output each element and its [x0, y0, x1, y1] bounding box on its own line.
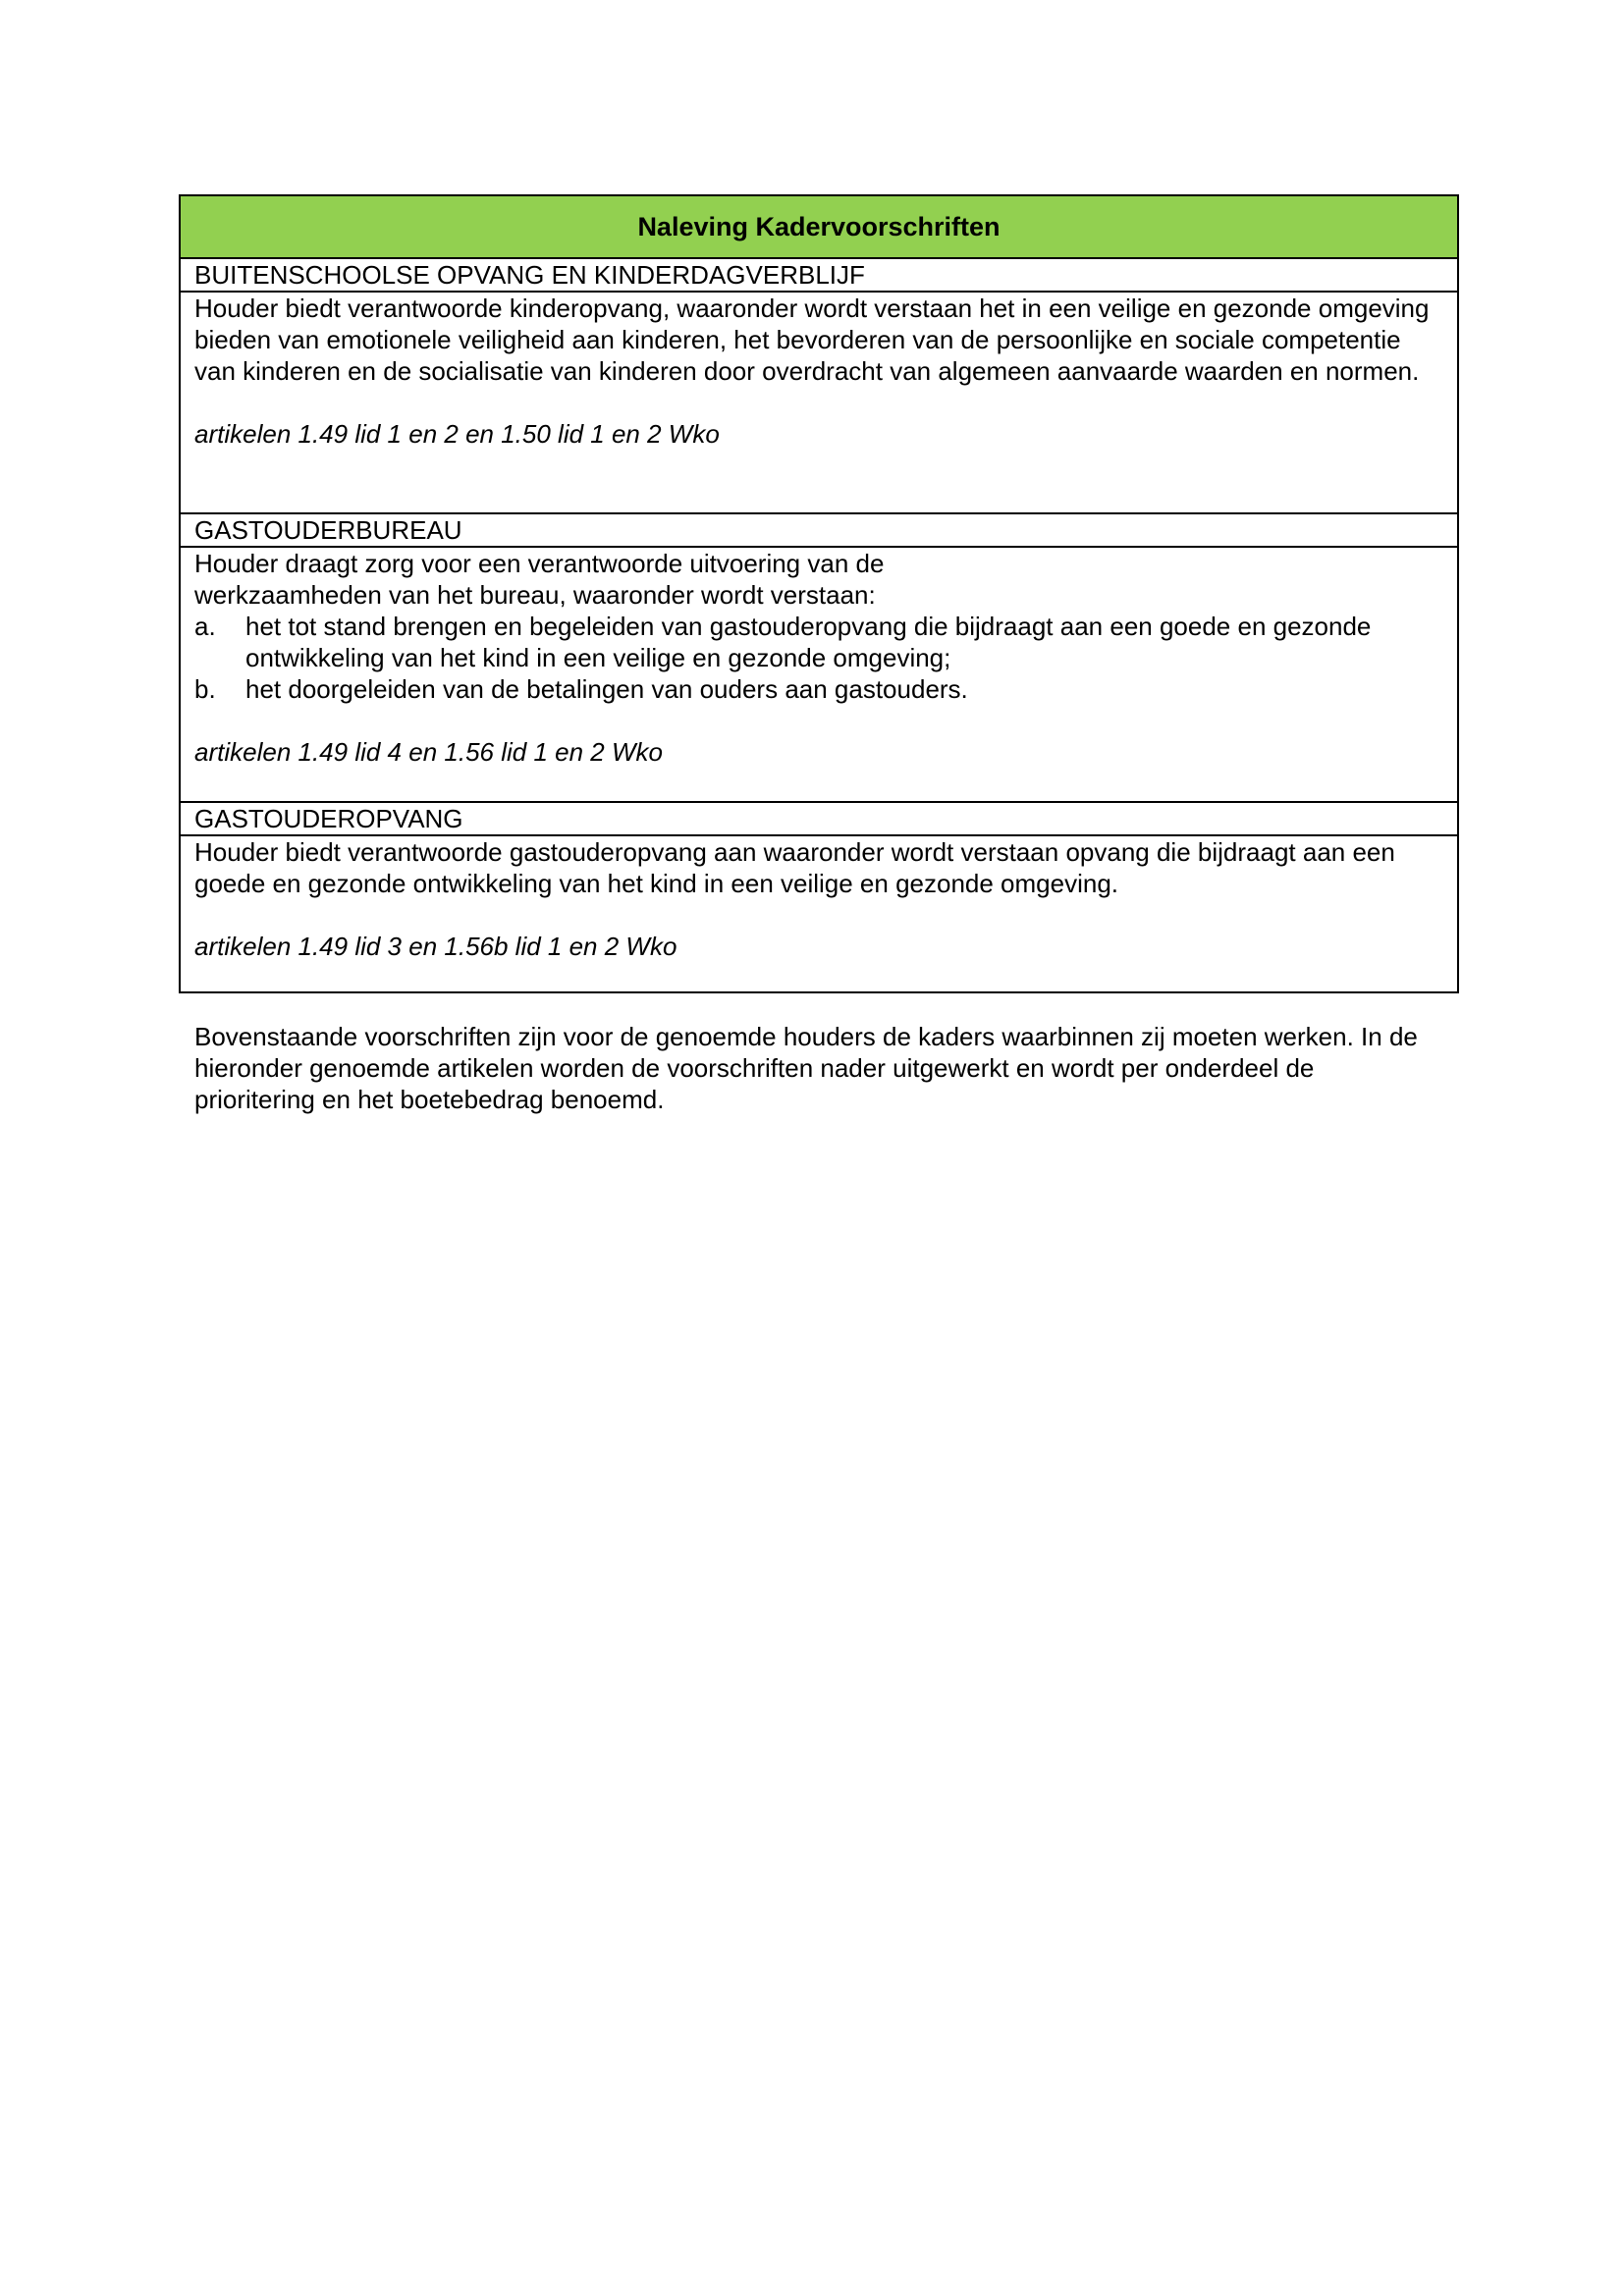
- section-body-bso-kdv: [180, 292, 1458, 513]
- legal-reference: artikelen 1.49 lid 4 en 1.56 lid 1 en 2 Wko: [194, 737, 663, 767]
- list-item: [194, 673, 1443, 705]
- footnote-paragraph: Bovenstaande voorschriften zijn voor de genoemde houders de kaders waarbinnen zij moeten werken. In de hieronder genoemde artikelen worden de voorschriften nader uitgewerkt en wordt per onderdeel de prioritering en het boetebedrag benoemd.: [194, 1022, 1418, 1114]
- section-heading-gastouderopvang: GASTOUDEROPVANG: [180, 802, 1458, 835]
- section-heading-bso-kdv: BUITENSCHOOLSE OPVANG EN KINDERDAGVERBLIJF: [180, 258, 1458, 292]
- section-body-gastouderopvang: [180, 835, 1458, 992]
- list-item: [194, 611, 1443, 673]
- kadervoorschriften-table: [179, 194, 1459, 993]
- section-body-row: [180, 835, 1458, 992]
- section-heading-row: [180, 802, 1458, 835]
- section-body-row: [180, 547, 1458, 802]
- section-body-row: [180, 292, 1458, 513]
- list-item-text: het tot stand brengen en begeleiden van gastouderopvang die bijdraagt aan een goede en gezonde ontwikkeling van het kind in een veilige en gezonde omgeving;: [245, 612, 1372, 672]
- lettered-list: [194, 611, 1443, 705]
- list-item-text: het doorgeleiden van de betalingen van ouders aan gastouders.: [245, 674, 968, 704]
- list-marker: a.: [194, 612, 216, 641]
- section-body-gastouderbureau: [180, 547, 1458, 802]
- section-heading-row: [180, 513, 1458, 547]
- legal-reference: artikelen 1.49 lid 3 en 1.56b lid 1 en 2 Wko: [194, 932, 677, 961]
- list-marker: b.: [194, 674, 216, 704]
- section-text: Houder biedt verantwoorde gastouderopvang aan waaronder wordt verstaan opvang die bijdraagt aan een goede en gezonde ontwikkeling van het kind in een veilige en gezonde omgeving.: [194, 837, 1395, 898]
- table-title: Naleving Kadervoorschriften: [180, 195, 1458, 258]
- section-heading-row: [180, 258, 1458, 292]
- section-heading-gastouderbureau: GASTOUDERBUREAU: [180, 513, 1458, 547]
- section-text-line: werkzaamheden van het bureau, waaronder wordt verstaan:: [194, 580, 876, 610]
- section-text: Houder biedt verantwoorde kinderopvang, waaronder wordt verstaan het in een veilige en gezonde omgeving bieden van emotionele veiligheid aan kinderen, het bevorderen van de persoonlijke en sociale competentie van kinderen en de socialisatie van kinderen door overdracht van algemeen aanvaarde waarden en normen.: [194, 294, 1430, 386]
- legal-reference: artikelen 1.49 lid 1 en 2 en 1.50 lid 1 en 2 Wko: [194, 419, 720, 449]
- section-text-line: Houder draagt zorg voor een verantwoorde uitvoering van de: [194, 549, 885, 578]
- table-title-row: [180, 195, 1458, 258]
